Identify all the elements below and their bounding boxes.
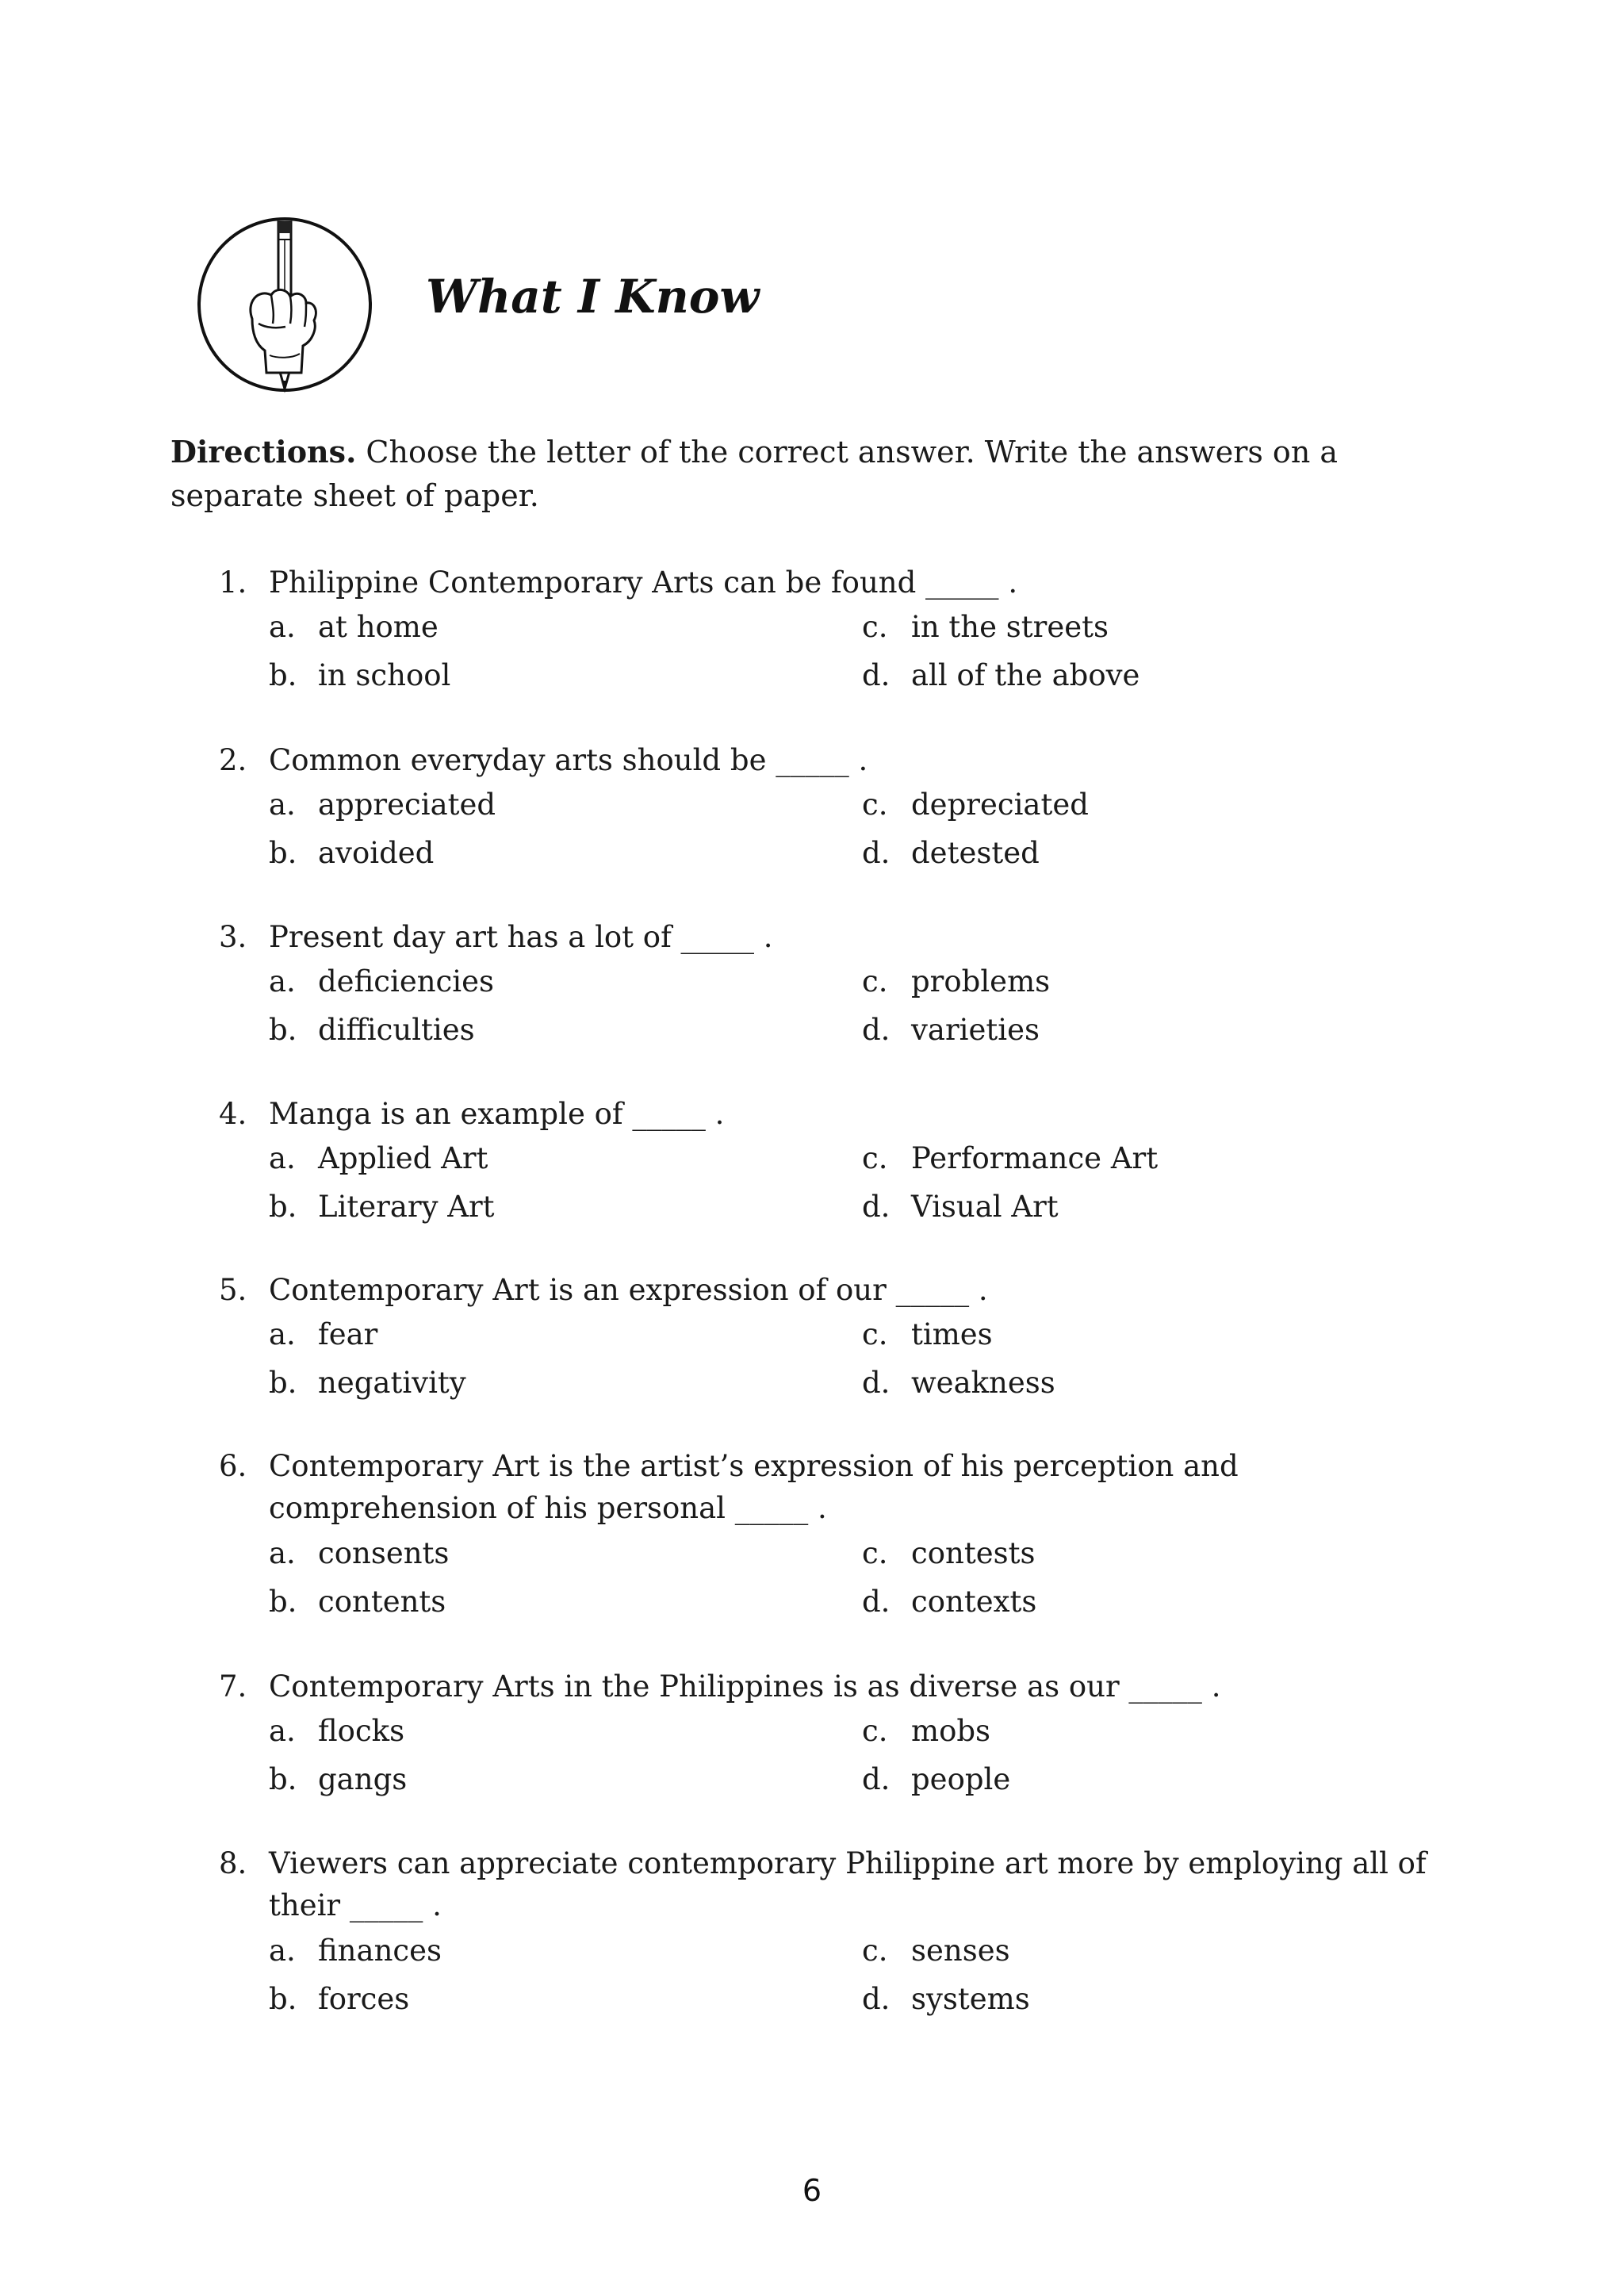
option-d[interactable]: d. all of the above xyxy=(862,658,1140,692)
option-a[interactable]: a. finances xyxy=(269,1934,442,1968)
question-text: Contemporary Art is the artist’s expression of his perception and comprehension of his personal _____ . xyxy=(269,1449,1239,1525)
question-number: 7. xyxy=(219,1669,247,1704)
option-a[interactable]: a. at home xyxy=(269,610,439,644)
option-c[interactable]: c. contests xyxy=(862,1536,1036,1570)
option-d[interactable]: d. varieties xyxy=(862,1013,1040,1047)
option-a[interactable]: a. consents xyxy=(269,1536,450,1570)
option-a[interactable]: a. fear xyxy=(269,1317,378,1351)
page-number: 6 xyxy=(802,2173,822,2208)
question-number: 8. xyxy=(219,1846,247,1880)
option-c[interactable]: c. depreciated xyxy=(862,788,1089,822)
option-d[interactable]: d. systems xyxy=(862,1982,1030,2016)
question-number: 5. xyxy=(219,1273,247,1307)
question-number: 6. xyxy=(219,1449,247,1483)
option-a[interactable]: a. flocks xyxy=(269,1714,405,1748)
option-c[interactable]: c. Performance Art xyxy=(862,1141,1159,1175)
question-text: Present day art has a lot of _____ . xyxy=(269,920,773,954)
page-title: What I Know xyxy=(426,270,760,324)
option-c[interactable]: c. mobs xyxy=(862,1714,991,1748)
question-text: Manga is an example of _____ . xyxy=(269,1097,725,1131)
option-a[interactable]: a. deficiencies xyxy=(269,964,494,999)
option-a[interactable]: a. Applied Art xyxy=(269,1141,488,1175)
option-d[interactable]: d. people xyxy=(862,1762,1011,1796)
option-b[interactable]: b. forces xyxy=(269,1982,410,2016)
option-b[interactable]: b. contents xyxy=(269,1585,446,1619)
question-number: 3. xyxy=(219,920,247,954)
option-c[interactable]: c. senses xyxy=(862,1934,1010,1968)
option-b[interactable]: b. negativity xyxy=(269,1366,466,1400)
option-b[interactable]: b. in school xyxy=(269,658,451,692)
option-a[interactable]: a. appreciated xyxy=(269,788,496,822)
question-number: 2. xyxy=(219,743,247,777)
question-text: Viewers can appreciate contemporary Philippine art more by employing all of their _____ . xyxy=(269,1846,1427,1922)
option-d[interactable]: d. contexts xyxy=(862,1585,1037,1619)
question-number: 4. xyxy=(219,1097,247,1131)
question-number: 1. xyxy=(219,565,247,600)
question-text: Contemporary Arts in the Philippines is as diverse as our _____ . xyxy=(269,1669,1221,1704)
option-c[interactable]: c. problems xyxy=(862,964,1051,999)
directions-text: Choose the letter of the correct answer. Write the answers on a separate sheet of paper. xyxy=(170,435,1339,513)
option-b[interactable]: b. avoided xyxy=(269,836,435,870)
option-d[interactable]: d. weakness xyxy=(862,1366,1055,1400)
question-text: Philippine Contemporary Arts can be found _____ . xyxy=(269,565,1018,600)
option-c[interactable]: c. times xyxy=(862,1317,993,1351)
option-b[interactable]: b. difficulties xyxy=(269,1013,475,1047)
option-b[interactable]: b. Literary Art xyxy=(269,1190,495,1224)
option-d[interactable]: d. Visual Art xyxy=(862,1190,1059,1224)
question-text: Common everyday arts should be _____ . xyxy=(269,743,868,777)
question-text: Contemporary Art is an expression of our _____ . xyxy=(269,1273,988,1307)
option-c[interactable]: c. in the streets xyxy=(862,610,1109,644)
option-d[interactable]: d. detested xyxy=(862,836,1040,870)
directions-label: Directions. xyxy=(170,434,357,470)
option-b[interactable]: b. gangs xyxy=(269,1762,408,1796)
